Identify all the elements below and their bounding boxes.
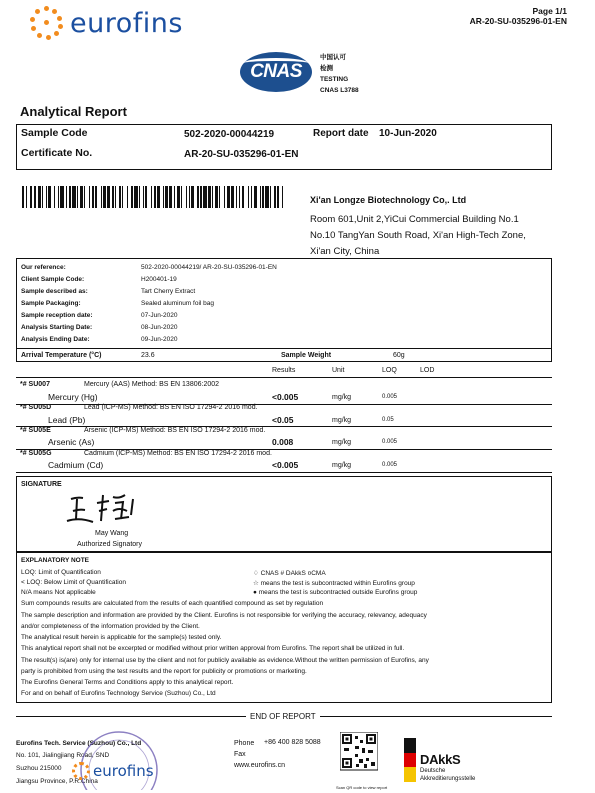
- explanatory-heading: EXPLANATORY NOTE: [21, 557, 90, 564]
- address-line: No.10 TangYan South Road, Xi'an High-Tech Zone,: [310, 230, 526, 241]
- cnas-line: 检测: [320, 65, 333, 72]
- signature-box: [16, 476, 552, 552]
- phone-number: +86 400 828 5088: [264, 739, 321, 746]
- note-line: For and on behalf of Eurofins Technology Service (Suzhou) Co., Ltd: [21, 690, 216, 697]
- result-loq: 0.005: [382, 439, 398, 445]
- fax-label: Fax: [234, 751, 246, 758]
- note-line: The analytical result herein is applicable for the sample(s) tested only.: [21, 634, 222, 641]
- company-address: Jiangsu Province, P.R.China: [16, 778, 98, 785]
- col-results: Results: [272, 367, 296, 374]
- result-value: 0.008: [272, 437, 294, 447]
- signature-heading: SIGNATURE: [21, 481, 62, 488]
- analyte: Cadmium (Cd): [48, 460, 104, 470]
- result-unit: mg/kg: [332, 439, 352, 446]
- brand-name: eurofins: [70, 7, 183, 39]
- cnas-logo-text: CNAS: [250, 61, 302, 82]
- result-loq: 0.005: [382, 394, 398, 400]
- report-id: AR-20-SU-035296-01-EN: [469, 16, 567, 26]
- note-line: Sum compounds results are calculated from the results of each quantified compound as set by regulation: [21, 600, 324, 607]
- col-loq: LOQ: [382, 367, 397, 374]
- divider: [16, 472, 552, 473]
- client-address: [310, 192, 526, 260]
- explanatory-note: [16, 552, 552, 703]
- signatory-role: Authorized Signatory: [77, 541, 142, 548]
- company-name: Eurofins Tech. Service (Suzhou) Co., Ltd: [16, 740, 142, 747]
- company-address: Suzhou 215000: [16, 765, 62, 772]
- dakks-logo-text: DAkkS: [420, 752, 461, 767]
- result-value: <0.005: [272, 392, 299, 402]
- cnas-logo-icon: [240, 52, 312, 92]
- test-method: Cadmium (ICP-MS) Method: BS EN ISO 17294-2 2016 mod.: [84, 450, 272, 457]
- sample-code-label: Sample Code: [21, 127, 88, 139]
- note-line: LOQ: Limit of Quantification: [21, 569, 101, 576]
- certificate-number: AR-20-SU-035296-01-EN: [184, 149, 299, 160]
- result-unit: mg/kg: [332, 394, 352, 401]
- result-unit: mg/kg: [332, 462, 352, 469]
- divider: [16, 377, 552, 378]
- end-of-report: END OF REPORT: [246, 712, 320, 721]
- cnas-info: [320, 52, 359, 96]
- note-line: < LOQ: Below Limit of Quantification: [21, 579, 126, 586]
- company-address: No. 101, Jialingjiang Road, SND: [16, 752, 110, 759]
- sample-code: 502-2020-00044219: [184, 129, 275, 140]
- phone-label: Phone: [234, 740, 255, 747]
- page-number: Page 1/1: [532, 6, 567, 16]
- footer-brand: eurofins: [93, 762, 154, 780]
- note-line: and/or completeness of the information provided by the Client.: [21, 623, 200, 630]
- arrival-row: [17, 348, 551, 362]
- footer-logo: [72, 762, 154, 780]
- note-line: ☆ means the test is subcontracted within Eurofins group: [253, 580, 415, 587]
- report-date-label: Report date: [313, 128, 369, 139]
- client-name: Xi'an Longze Biotechnology Co,. Ltd: [310, 195, 467, 205]
- barcode-icon: [22, 186, 288, 208]
- test-method: Arsenic (ICP-MS) Method: BS EN ISO 17294-2 2016 mod.: [84, 427, 266, 434]
- result-unit: mg/kg: [332, 417, 352, 424]
- address-line: Room 601,Unit 2,YiCui Commercial Building No.1: [310, 214, 519, 225]
- note-line: party is prohibited from using the test results and the report for publicity or promotions or marketing.: [21, 668, 307, 675]
- test-code: *# SU05G: [20, 450, 52, 457]
- signatory-name: May Wang: [95, 530, 129, 537]
- cnas-line: TESTING: [320, 76, 349, 83]
- test-code: *# SU007: [20, 381, 50, 388]
- note-line: The sample description and information are provided by the Client. Eurofins is not responsible for verifying the accuracy, relevancy, adequacy: [21, 612, 427, 619]
- handwritten-signature-icon: [63, 489, 163, 525]
- eurofins-logo: [30, 6, 183, 40]
- page-title: Analytical Report: [20, 104, 127, 119]
- website: www.eurofins.cn: [234, 762, 285, 769]
- note-line: The result(s) is(are) only for internal use by the client and not for publicly available as evidence.Without the written permission of Eurofins, any: [21, 657, 429, 664]
- sample-weight-label: Sample Weight: [281, 352, 332, 359]
- eurofins-dots-icon: [72, 762, 90, 780]
- test-code: *# SU05D: [20, 404, 52, 411]
- col-lod: LOD: [420, 367, 435, 374]
- test-method: Mercury (AAS) Method: BS EN 13806:2002: [84, 381, 220, 388]
- sample-info-box: Our reference: 502-2020-00044219/ AR-20-SU-035296-01-EN Client Sample Code: H200401-19 Sample described as: Tart Cherry Extract Sample Packaging: Sealed aluminum foil bag Sample reception date: 07-Jun-2020 Analysis Starting Date: 08-Jun-2020 Analysis Ending Date: 09-Jun-2020 Arrival Temperature (°C) 23.6 Sample Weight 60g: [16, 258, 552, 362]
- result-loq: 0.05: [382, 417, 394, 423]
- arrival-temp-label: Arrival Temperature (°C): [21, 352, 102, 359]
- summary-box: [16, 124, 552, 170]
- result-value: <0.005: [272, 460, 299, 470]
- qr-caption: Scan QR code to view report: [336, 785, 388, 790]
- note-line: ♢ CNAS # DAkkS ¤CMA: [253, 570, 326, 577]
- qr-code-icon: [340, 732, 378, 782]
- cnas-line: CNAS L3788: [320, 87, 359, 94]
- note-line: N/A means Not applicable: [21, 589, 96, 596]
- result-loq: 0.005: [382, 462, 398, 468]
- address-line: Xi'an City, China: [310, 246, 380, 257]
- company-stamp-icon: [64, 730, 174, 790]
- analyte: Mercury (Hg): [48, 392, 98, 402]
- result-value: <0.05: [272, 415, 294, 425]
- arrival-temp: 23.6: [141, 352, 155, 359]
- dakks-mark: [404, 732, 524, 790]
- report-date: 10-Jun-2020: [379, 128, 437, 139]
- cnas-line: 中国认可: [320, 54, 346, 61]
- note-line: This analytical report shall not be excerpted or modified without prior written approval from Eurofins. The report shall be utilized in full.: [21, 645, 405, 652]
- dakks-sub: Deutsche: [420, 768, 446, 774]
- note-line: The Eurofins General Terms and Conditions apply to this analytical report.: [21, 679, 234, 686]
- dakks-sub: Akkreditierungsstelle: [420, 776, 476, 782]
- col-unit: Unit: [332, 367, 345, 374]
- test-code: *# SU05E: [20, 427, 51, 434]
- sample-weight: 60g: [393, 352, 405, 359]
- eurofins-dots-icon: [30, 6, 64, 40]
- analyte: Arsenic (As): [48, 437, 95, 447]
- german-flag-icon: [404, 738, 416, 782]
- cnas-mark: [240, 52, 359, 96]
- certificate-label: Certificate No.: [21, 147, 93, 159]
- page-info: [470, 6, 567, 26]
- analyte: Lead (Pb): [48, 415, 86, 425]
- test-method: Lead (ICP-MS) Method: BS EN ISO 17294-2 2016 mod.: [84, 404, 258, 411]
- note-line: ● means the test is subcontracted outside Eurofins group: [253, 589, 418, 596]
